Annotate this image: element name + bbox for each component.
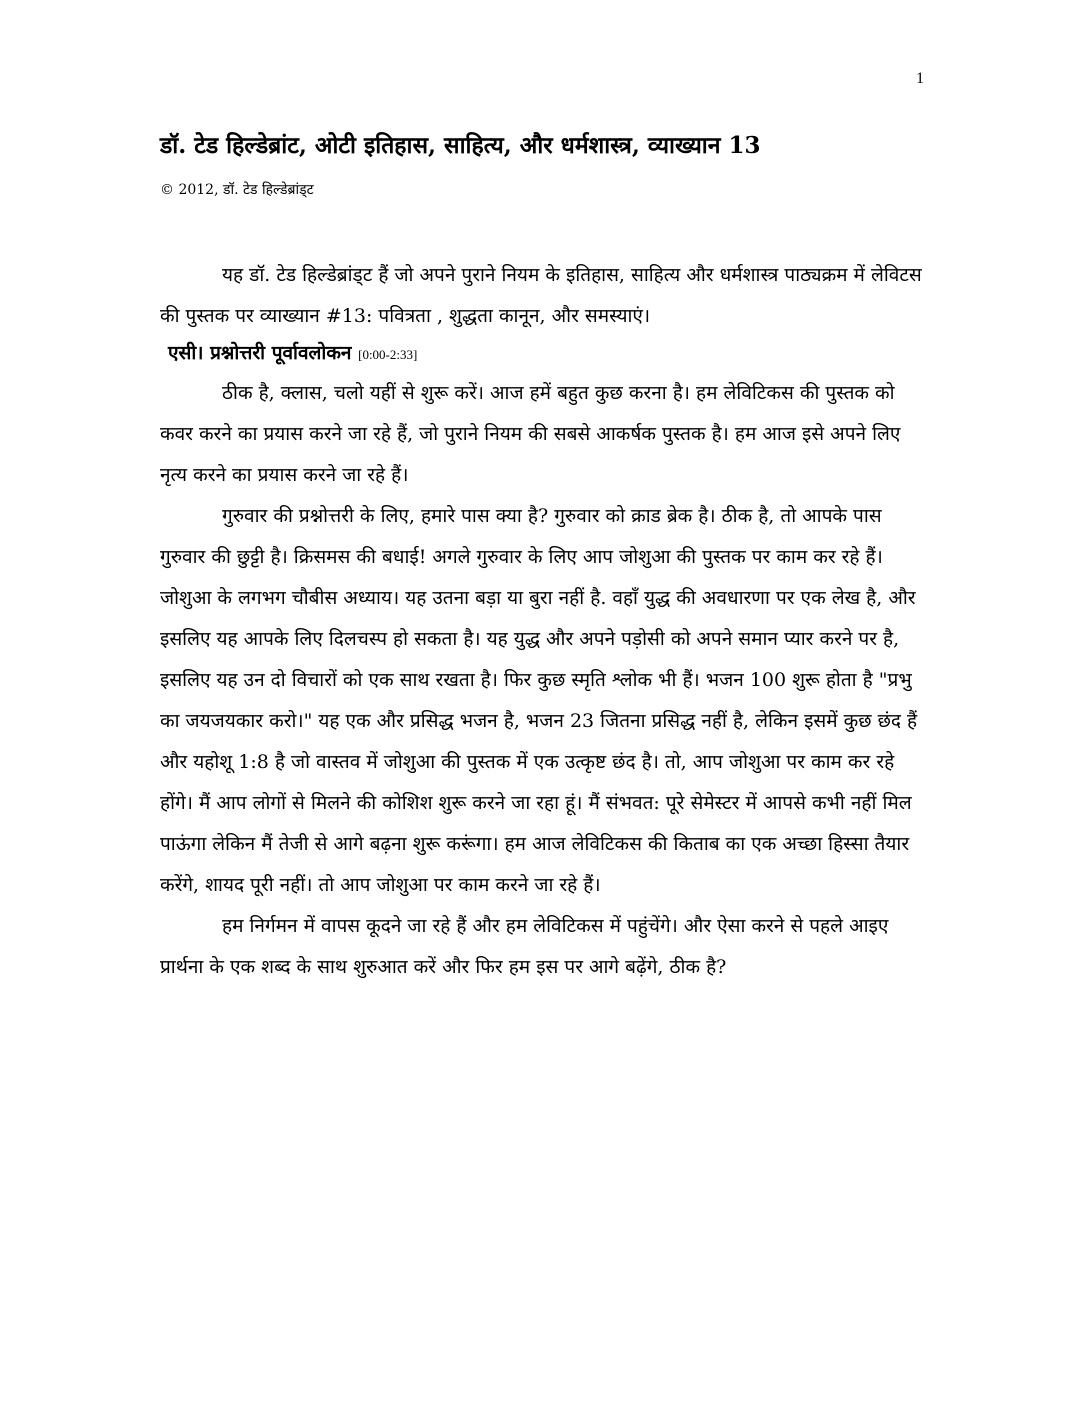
body-paragraph: ठीक है, क्लास, चलो यहीं से शुरू करें। आज हमें बहुत कुछ करना है। हम लेविटिकस की पुस्तक को कवर करने का प्रयास करने जा रहे हैं, जो पुराने नियम की सबसे आकर्षक पुस्तक है। हम आज इसे अपने लिए नृत्य करने का प्रयास करने जा रहे हैं। — [160, 382, 901, 486]
body-paragraph: गुरुवार की प्रश्नोत्तरी के लिए, हमारे पास क्या है? गुरुवार को क्राड ब्रेक है। ठीक है, तो आपके पास गुरुवार की छुट्टी है। क्रिसमस की बधाई! अगले गुरुवार के लिए आप जोशुआ की पुस्तक पर काम कर रहे हैं। जोशुआ के लगभग चौबीस अध्याय। यह उतना बड़ा या बुरा नहीं है. वहाँ युद्ध की अवधारणा पर एक लेख है, और इसलिए यह आपके लिए दिलचस्प हो सकता है। यह युद्ध और अपने पड़ोसी को अपने समान प्यार करने पर है, इसलिए यह उन दो विचारों को एक साथ रखता है। फिर कुछ स्मृति श्लोक भी हैं। भजन 100 शुरू होता है "प्रभु का जयजयकार करो।" यह एक और प्रसिद्ध भजन है, भजन 23 जितना प्रसिद्ध नहीं है, लेकिन इसमें कुछ छंद हैं और यहोशू 1:8 है जो वास्तव में जोशुआ की पुस्तक में एक उत्कृष्ट छंद है। तो, आप जोशुआ पर काम कर रहे होंगे। मैं आप लोगों से मिलने की कोशिश शुरू करने जा रहा हूं। मैं संभवत: पूरे सेमेस्टर में आपसे कभी नहीं मिल पाऊंगा लेकिन मैं तेजी से आगे बढ़ना शुरू करूंगा। हम आज लेविटिकस की किताब का एक अच्छा हिस्सा तैयार करेंगे, शायद पूरी नहीं। तो आप जोशुआ पर काम करने जा रहे हैं। — [160, 505, 918, 896]
body-paragraph: हम निर्गमन में वापस कूदने जा रहे हैं और हम लेविटिकस में पहुंचेंगे। और ऐसा करने से पहले आइए प्रार्थना के एक शब्द के साथ शुरुआत करें और फिर हम इस पर आगे बढ़ेंगे, ठीक है? — [160, 915, 889, 978]
page-number: 1 — [916, 70, 924, 87]
intro-paragraph: यह डॉ. टेड हिल्डेब्रांड्ट हैं जो अपने पुराने नियम के इतिहास, साहित्य और धर्मशास्त्र पाठ्यक्रम में लेविटस की पुस्तक पर व्याख्यान #13: पवित्रता , शुद्धता कानून, और समस्याएं। — [160, 264, 922, 327]
section-heading — [160, 339, 930, 369]
copyright-notice: © 2012, डॉ. टेड हिल्डेब्रांड्ट — [160, 182, 314, 198]
document-body — [160, 255, 930, 988]
section-heading-text: एसी। प्रश्नोत्तरी पूर्वावलोकन — [168, 342, 352, 364]
section-timestamp: [0:00-2:33] — [358, 347, 418, 362]
document-title: डॉ. टेड हिल्डेब्रांट, ओटी इतिहास, साहित्य, और धर्मशास्त्र, व्याख्यान 13 — [160, 132, 761, 159]
